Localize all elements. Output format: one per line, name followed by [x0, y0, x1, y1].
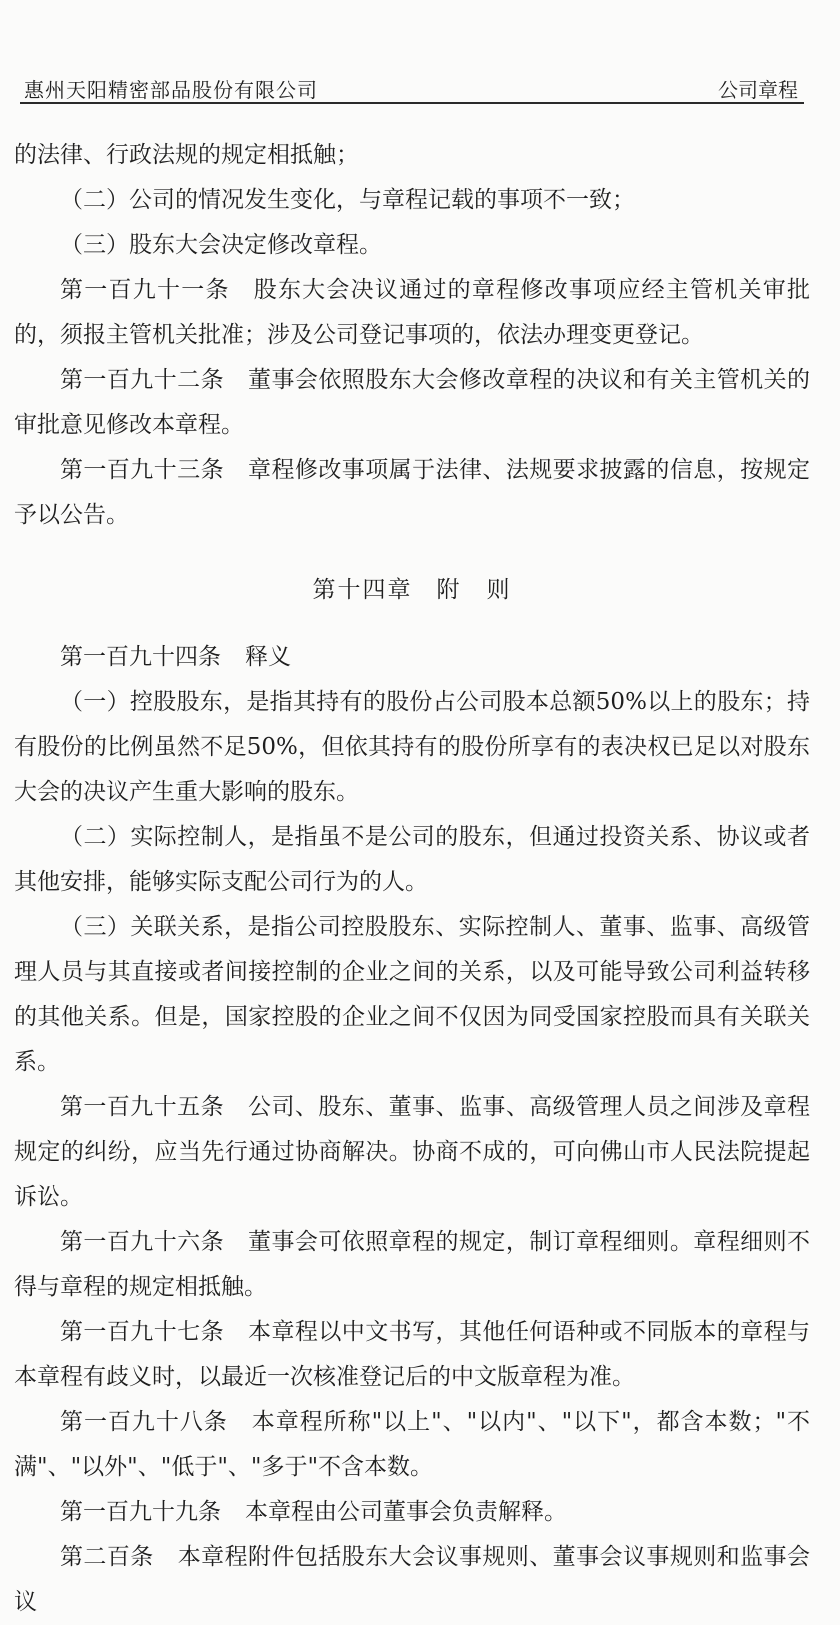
chapter-number: 第十四章: [312, 577, 413, 603]
article-194: [14, 635, 810, 680]
article-192: [14, 358, 810, 448]
paragraph: （三）股东大会决定修改章程。: [60, 232, 382, 258]
article-number: 第一百九十八条: [60, 1409, 228, 1435]
article-number: 第一百九十一条: [60, 277, 230, 303]
article-199: [14, 1490, 810, 1535]
article-text: 本章程附件包括股东大会议事规则、董事会议事规则和监事会议: [14, 1544, 811, 1615]
article-text: 公司、股东、董事、监事、高级管理人员之间涉及章程规定的纠纷，应当先行通过协商解决。协商不成的，可向佛山市人民法院提起诉讼。: [14, 1094, 811, 1210]
article-text: 章程修改事项属于法律、法规要求披露的信息，按规定予以公告。: [14, 457, 811, 528]
article-197: [14, 1310, 810, 1400]
article-195: [14, 1085, 810, 1220]
article-text: 释义: [245, 644, 291, 670]
article-text: 董事会可依照章程的规定，制订章程细则。章程细则不得与章程的规定相抵触。: [14, 1229, 811, 1300]
paragraph: 的法律、行政法规的规定相抵触；: [14, 142, 359, 168]
article-text: 本章程由公司董事会负责解释。: [245, 1499, 567, 1525]
article-number: 第一百九十三条: [60, 457, 225, 483]
article-number: 第一百九十九条: [60, 1499, 221, 1525]
company-name: 惠州天阳精密部品股份有限公司: [24, 78, 318, 102]
page-header: [20, 72, 804, 104]
article-number: 第一百九十六条: [60, 1229, 225, 1255]
document-title: 公司章程: [718, 78, 798, 102]
article-text: 本章程以中文书写，其他任何语种或不同版本的章程与本章程有歧义时，以最近一次核准登记后的中文版章程为准。: [14, 1319, 811, 1390]
article-200: [14, 1535, 810, 1625]
article-198: [14, 1400, 810, 1490]
definition-item: （二）实际控制人，是指虽不是公司的股东，但通过投资关系、协议或者其他安排，能够实际支配公司行为的人。: [14, 824, 810, 895]
article-191: [14, 268, 810, 358]
article-number: 第一百九十四条: [60, 644, 221, 670]
document-body: [14, 133, 810, 1625]
article-number: 第一百九十七条: [60, 1319, 225, 1345]
paragraph: （二）公司的情况发生变化，与章程记载的事项不一致；: [60, 187, 635, 213]
article-number: 第一百九十五条: [60, 1094, 225, 1120]
article-193: [14, 448, 810, 538]
article-196: [14, 1220, 810, 1310]
definition-item: （一）控股股东，是指其持有的股份占公司股本总额50%以上的股东；持有股份的比例虽然不足50%，但依其持有的股份所享有的表决权已足以对股东大会的决议产生重大影响的股东。: [14, 689, 810, 805]
article-number: 第一百九十二条: [60, 367, 225, 393]
article-number: 第二百条: [60, 1544, 154, 1570]
chapter-title: 附 则: [436, 577, 512, 603]
chapter-heading: [14, 568, 810, 613]
definition-item: （三）关联关系，是指公司控股股东、实际控制人、董事、监事、高级管理人员与其直接或者间接控制的企业之间的关系，以及可能导致公司利益转移的其他关系。但是，国家控股的企业之间不仅因为同受国家控股而具有关联关系。: [14, 914, 810, 1075]
article-text: 董事会依照股东大会修改章程的决议和有关主管机关的审批意见修改本章程。: [14, 367, 811, 438]
article-text: 股东大会决议通过的章程修改事项应经主管机关审批的，须报主管机关批准；涉及公司登记事项的，依法办理变更登记。: [14, 277, 811, 348]
article-text: 本章程所称"以上"、"以内"、"以下"，都含本数；"不满"、"以外"、"低于"、"多于"不含本数。: [14, 1409, 811, 1480]
